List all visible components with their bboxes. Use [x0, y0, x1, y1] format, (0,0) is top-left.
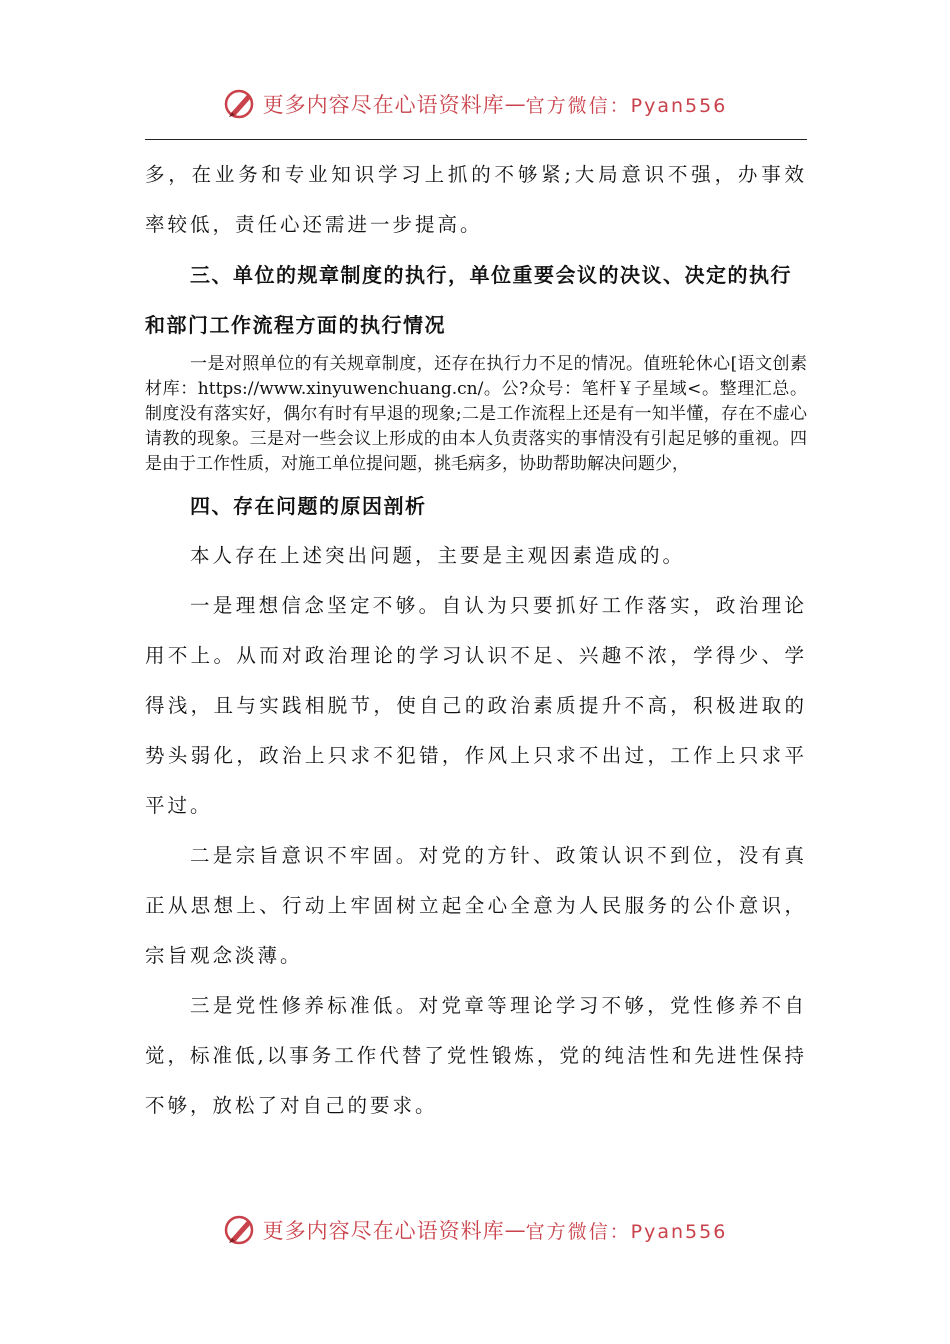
paragraph-cause-intro: 本人存在上述突出问题，主要是主观因素造成的。 [190, 544, 686, 567]
header-divider [145, 139, 807, 140]
footer-wechat-text: 官方微信：Pyan556 [525, 1220, 728, 1243]
page-footer [0, 1208, 950, 1252]
header-wechat-text: 官方微信：Pyan556 [525, 94, 728, 117]
page-header [0, 82, 950, 126]
paragraph-cause-1: 一是理想信念坚定不够。自认为只要抓好工作落实，政治理论用不上。从而对政治理论的学习认识不足、兴趣不浓，学得少、学得浅，且与实践相脱节，使自己的政治素质提升不高，积极进取的势头弱化，政治上只求不犯错，作风上只求不出过，工作上只求平平过。 [145, 594, 807, 817]
footer-brand-text: 更多内容尽在心语资料库 [262, 1219, 505, 1243]
header-brand-text: 更多内容尽在心语资料库 [262, 93, 505, 117]
pen-logo-icon [223, 87, 257, 121]
section-heading-4: 四、存在问题的原因剖析 [190, 494, 427, 518]
document-body [145, 150, 807, 1131]
paragraph-cause-3: 三是党性修养标准低。对党章等理论学习不够，党性修养不自觉，标准低,以事务工作代替了党性锻炼，党的纯洁性和先进性保持不够，放松了对自己的要求。 [145, 994, 807, 1117]
footer-dash: — [504, 1218, 526, 1242]
section-heading-3: 三、单位的规章制度的执行，单位重要会议的决议、决定的执行和部门工作流程方面的执行情况 [145, 263, 792, 337]
paragraph-execution: 一是对照单位的有关规章制度，还存在执行力不足的情况。值班轮休心[语文创素材库：https://www.xinyuwenchuang.cn/。公?众号：笔杆￥子星域<。整理汇总。制度没有落实好，偶尔有时有早退的现象;二是工作流程上还是有一知半懂，存在不虚心请教的现象。三是对一些会议上形成的由本人负责落实的事情没有引起足够的重视。四是由于工作性质，对施工单位提问题，挑毛病多，协助帮助解决问题少， [145, 354, 807, 474]
pen-logo-icon [223, 1213, 257, 1247]
paragraph-continuation: 多，在业务和专业知识学习上抓的不够紧;大局意识不强，办事效率较低，责任心还需进一步提高。 [145, 163, 807, 236]
paragraph-cause-2: 二是宗旨意识不牢固。对党的方针、政策认识不到位，没有真正从思想上、行动上牢固树立起全心全意为人民服务的公仆意识，宗旨观念淡薄。 [145, 844, 807, 967]
header-dash: — [504, 92, 526, 116]
